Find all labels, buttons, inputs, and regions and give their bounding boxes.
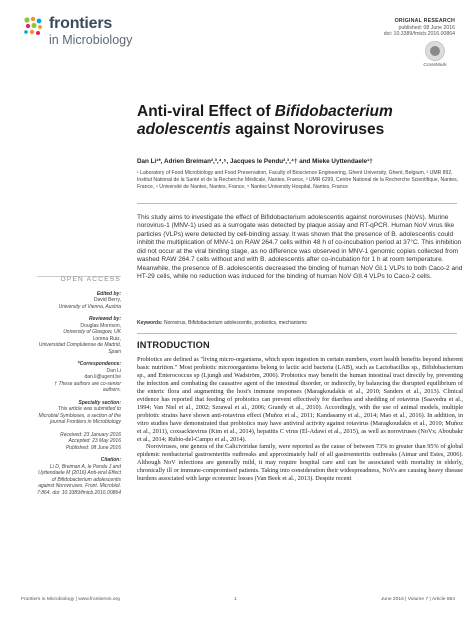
divider (137, 203, 457, 204)
citation-label: Citation: (100, 457, 121, 463)
affiliations: ¹ Laboratory of Food Microbiology and Food Preservation, Faculty of Bioscience Engineering, Ghent University, Ghent, Belgium, ² UMR 892, Institut National de la Santé et de la Recherche Médicale, Nantes, France, ³ UMR 6299, Centre National de la Recherche Scientifique, Nantes, France, ⁴ Université de Nantes, Nantes, France, ⁵ Nantes University Hospital, Nantes, France (137, 170, 459, 190)
page-number: 1 (234, 597, 237, 602)
paragraph: Probiotics are defined as "living micro-organisms, which upon ingestion in certain numbers, exert health benefits beyond inherent basic nutrition." Most probiotic microorganisms belong to lactic acid bacteria (LAB), such as Lactobacillus sp., Bifidobacterium sp., and Enterococcus sp (Ljungh and Wadström, 2006). Probiotics may benefit the human intestinal tract directly by, preventing the infection and combating the causative agent of the intestinal disorder, or indirectly, by balancing the disrupted equilibrium of the enteric flora and augmenting the host's immune responses (Maragkoudakis et al., 2010; Sanders et al., 2013). Clinical evidence has reported that feeding of probiotics can prevent effectively for diarrhea and shedding of rotavirus (Saavedra et al., 1994; Van Niel et al., 2002; Szrawal et al., 2006; Grandy et al., 2010). Accordingly, with the use of animal models, multiple probiotic strains have shown anti-rotavirus effect (Muñoz et al., 2011; Kandasamy et al., 2014; Mao et al., 2016). In addition, in vitro studies have demonstrated that probiotics may have antiviral activity against rotavirus (Maragkoudakis et al., 2010; Muñoz et al., 2011), coxsackievirus (Kim et al., 2014), hepatitis C virus (El-Adawi et al., 2015), as well as noroviruses (NoVs; Aboubakr et al., 2014; Rubio-del-Campo et al., 2014). (137, 356, 463, 443)
reviewer-affiliation: Universidad Complutense de Madrid, (38, 342, 121, 348)
keywords-label: Keywords: (137, 320, 163, 326)
correspondence-name: Dan Li (106, 367, 121, 374)
keywords (137, 320, 459, 326)
published-date-sidebar: Published: 08 June 2016 (65, 444, 121, 451)
footer-journal-link[interactable]: Frontiers in Microbiology | www.frontiersin.org (21, 597, 120, 602)
journal-logo[interactable] (21, 12, 171, 52)
edited-by-label: Edited by: (96, 290, 121, 297)
citation-text: Li D, Breiman A, le Pendu J and Uyttendaele M (2016) Anti-viral Effect of Bifidobacterium adolescentis against Noroviruses. Front. Microbiol. 7:864. doi: 10.3389/fmicb.2016.00864 (37, 463, 121, 496)
correspondence-email[interactable]: dan.li@ugent.be (84, 374, 121, 380)
accepted-date: Accepted: 23 May 2016 (68, 438, 121, 444)
published-date: published: 08 June 2016 (398, 25, 455, 31)
specialty-section (37, 400, 121, 426)
divider (137, 333, 457, 334)
reviewer-affiliation: University of Glasgow, UK (63, 329, 121, 335)
citation-section (37, 457, 121, 496)
reviewed-by-section (37, 316, 121, 355)
editor-name: David Berry, (93, 297, 121, 303)
frontiers-logo-icon (21, 14, 45, 38)
correspondence-label: *Correspondence: (77, 361, 121, 367)
section-heading-introduction: INTRODUCTION (137, 340, 210, 350)
reviewed-by-label: Reviewed by: (89, 316, 121, 322)
correspondence-section (37, 361, 121, 394)
article-type: ORIGINAL RESEARCH (394, 18, 455, 24)
crossmark-badge[interactable] (417, 41, 453, 81)
reviewer-affiliation: Spain (108, 348, 121, 355)
title-part-3: against Noroviruses (230, 121, 385, 138)
edited-by-section (37, 291, 121, 311)
co-senior-note: † These authors are co-senior authors. (54, 380, 121, 393)
crossmark-inner-icon (430, 46, 440, 56)
logo-wordmark: frontiers (49, 15, 113, 32)
crossmark-label: CrossMark (423, 63, 447, 68)
logo-journal-name: in Microbiology (49, 33, 133, 47)
introduction-body (137, 356, 463, 483)
editor-affiliation: University of Vienna, Austria (58, 303, 121, 310)
title-part-2: Bifidobacterium adolescentis (137, 103, 393, 138)
specialty-label: Specialty section: (78, 399, 121, 406)
received-date: Received: 23 January 2016 (60, 431, 121, 438)
abstract: This study aims to investigate the effect of Bifidobacterium adolescentis against noroviruses (NoVs). Murine norovirus-1 (MNV-1) used as a surrogate was detected by plaque assay and RT-qPCR. Human NoV virus like particles (VLPs) were detected by cell-binding assay. It was shown that the presence of B. adolescentis could inhibit the multiplication of MNV-1 on RAW 264.7 cells within 48 h of co-incubation period at 37°C. This inhibition did not occur at the viral binding stage, as no difference was observed in MNV-1 genomic copies collected from washed RAW 264.7 cells without and with B. adolescentis after co-incubation for 1 h at room temperature. Meanwhile, the presence of B. adolescentis decreased the binding of human NoV GI.1 VLPs to both Caco-2 and HT-29 cells, while no reduction was induced for the binding of human NoV GII.4 VLPs to Caco-2 cells. (137, 214, 463, 281)
footer-volume-info: June 2016 | Volume 7 | Article 864 (380, 597, 455, 602)
dates-section (37, 432, 121, 452)
reviewer-name: Douglas Morrison, (80, 322, 121, 329)
paragraph: Noroviruses, one genera of the Caliciviridae family, were reported as the cause of between 73% to greater than 95% of global epidemic nonbacterial gastroenteritis outbreaks and approximately half of all gastroenteritis outbreaks (Atmar and Estes, 2006). Although NoV infections are generally mild, it may require hospital care and can be associated with mortality in elderly, chronically ill or immune-compromised patients. Taking into consideration their widespreadness, NoVs are causing heavy disease burdens associated with large economic losses (Van Beek et al., 2013). Despite recent (137, 443, 463, 483)
open-access-label: OPEN ACCESS (60, 276, 121, 283)
keywords-value: Norovirus, Bifidobacterium adolescentis, probiotics, mechanisms (163, 320, 307, 326)
doi-link[interactable]: doi: 10.3389/fmicb.2016.00864 (383, 31, 455, 37)
title-part-1: Anti-viral Effect of (137, 103, 275, 120)
article-title (137, 103, 437, 139)
reviewer-name: Lorena Ruiz, (92, 335, 121, 342)
author-list: Dan Li¹*, Adrien Breiman²,³,⁴,⁵, Jacques le Pendu²,³,⁴† and Mieke Uyttendaele¹† (137, 158, 373, 165)
specialty-text: This article was submitted to Microbial Symbioses, a section of the journal Frontiers in Microbiology (38, 406, 121, 425)
article-info-sidebar (37, 277, 121, 502)
